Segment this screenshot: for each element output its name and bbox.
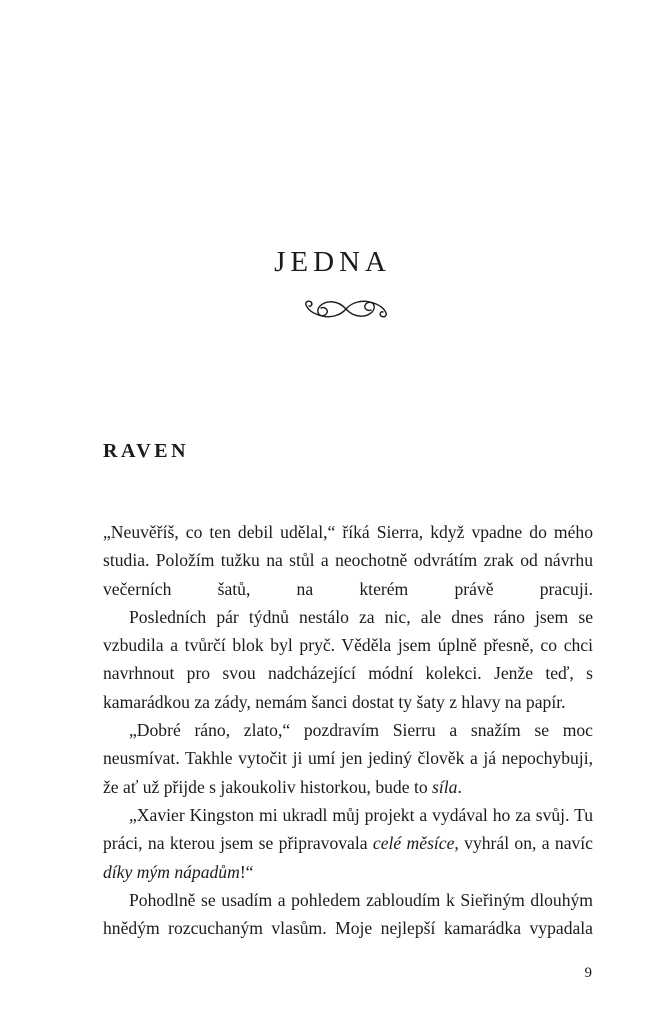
page-number: 9 (584, 965, 592, 981)
scroll-flourish-icon (302, 294, 390, 324)
paragraph-4 (103, 801, 593, 886)
paragraph-2: Posledních pár týdnů nestálo za nic, ale dnes ráno jsem se vzbudila a tvůrčí blok byl pryč. Věděla jsem úplně přesně, co chci navrhnout pro svou nadcházející módní kolekci. Jenže teď, s kamarádkou za zády, nemám šanci dostat ty šaty z hlavy na papír. (103, 606, 593, 712)
paragraph-5: Pohodlně se usadím a pohledem zabloudím k Sieřiným dlouhým hnědým rozcuchaným vlasům. Moje nejlepší kamarádka vypadala (103, 889, 593, 939)
paragraph-4-middle: , vyhrál on, a navíc (454, 833, 593, 854)
paragraph-3-emphasis: síla (432, 776, 458, 797)
paragraph-4-end: !“ (239, 861, 254, 882)
chapter-body (103, 518, 593, 942)
paragraph-4-text: „Xavier Kingston mi ukradl můj projekt a vydával ho za svůj. Tu práci, na kterou jsem se připravovala (103, 804, 593, 854)
paragraph-3 (103, 716, 593, 801)
paragraph-3-text: „Dobré ráno, zlato,“ pozdravím Sierru a snažím se moc neusmívat. Takhle vytočit ji umí jen jediný člověk a já nepochybuji, že ať už přijde s jakoukoliv historkou, bude to (103, 720, 593, 797)
paragraph-4-emphasis-2: díky mým nápadům (103, 861, 240, 882)
pov-heading: RAVEN (103, 440, 190, 462)
paragraph-1: „Neuvěříš, co ten debil udělal,“ říká Sierra, když vpadne do mého studia. Položím tužku na stůl a neochotně odvrátím zrak od návrhu večerních šatů, na kterém právě pracuji. (103, 522, 593, 599)
paragraph-3-end: . (457, 776, 462, 797)
paragraph-4-emphasis-1: celé měsíce (372, 833, 455, 854)
chapter-title: JEDNA (274, 246, 391, 278)
